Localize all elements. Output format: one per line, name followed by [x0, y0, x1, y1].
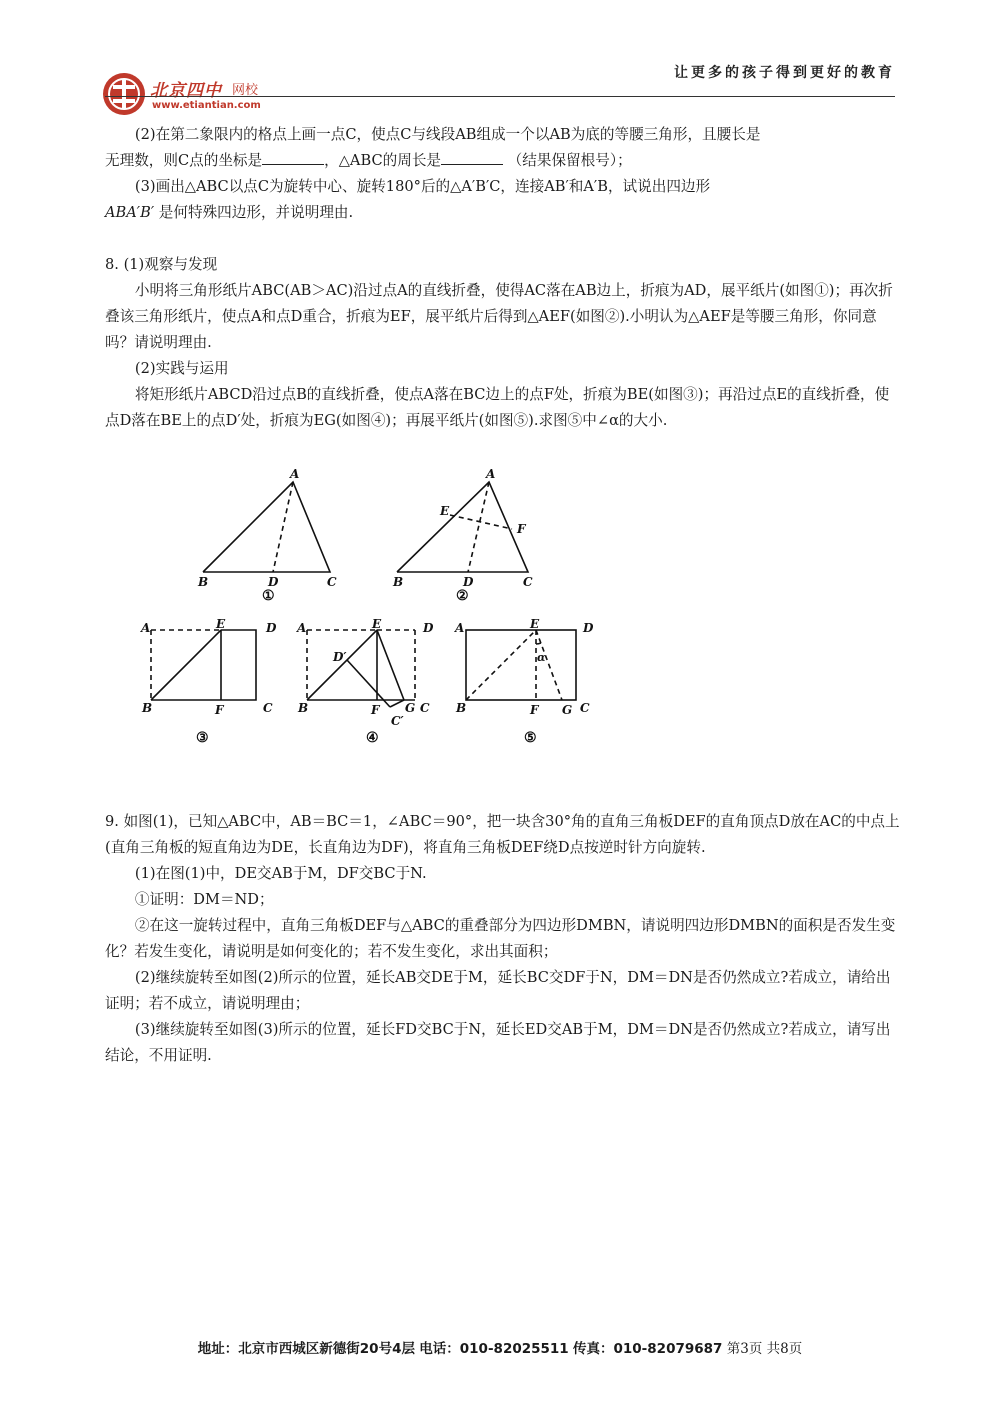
- q7-part2-line1: (2)在第二象限内的格点上画一点C，使点C与线段AB组成一个以AB为底的等腰三角形，且腰长是: [134, 126, 761, 143]
- page-footer: [0, 1337, 1000, 1357]
- fig5-label-d: D: [583, 621, 594, 635]
- fig1-label-a: A: [290, 467, 300, 481]
- fig4-crease-eg: [377, 630, 404, 700]
- fig4-number: ④: [366, 730, 379, 746]
- fig3-label-e: E: [216, 617, 226, 631]
- fig2-triangle: [397, 482, 528, 572]
- footer-phone-label: 电话：: [419, 1341, 460, 1357]
- q8-part2-title: (2)实践与运用: [134, 360, 229, 377]
- figure-3: [140, 617, 277, 746]
- q8-figures: [0, 462, 1000, 762]
- fig3-label-c: C: [263, 701, 273, 715]
- document-body: [105, 122, 900, 434]
- fig2-number: ②: [456, 588, 469, 604]
- fig5-number: ⑤: [524, 730, 537, 746]
- fig1-label-d: D: [268, 575, 279, 589]
- fig3-label-b: B: [142, 701, 153, 715]
- fig5-rect: [466, 630, 576, 700]
- fig3-rect: [151, 630, 256, 700]
- footer-page-number: 第3页: [726, 1341, 763, 1357]
- fig4-label-f: F: [371, 703, 380, 717]
- q7-perimeter-label: ，△ABC的周长是: [324, 152, 442, 169]
- fig5-label-g: G: [562, 703, 573, 717]
- answer-blank-coord: [262, 150, 324, 165]
- q7-note: （结果保留根号）；: [507, 152, 632, 169]
- footer-phone: 010-82025511: [459, 1341, 569, 1357]
- fig2-label-b: B: [393, 575, 404, 589]
- fig2-crease-ad: [468, 482, 489, 572]
- q9-part3: (3)继续旋转至如图(3)所示的位置，延长FD交BC于N，延长ED交AB于M，DM＝DN是否仍然成立?若成立，请写出结论，不用证明.: [105, 1021, 891, 1064]
- fig5-label-c: C: [580, 701, 590, 715]
- fig4-label-d: D: [423, 621, 434, 635]
- fig1-crease-ad: [273, 482, 293, 572]
- logo-suffix: 网校: [232, 83, 259, 98]
- fig4-crease-be: [307, 630, 377, 700]
- fig1-triangle: [203, 482, 330, 572]
- fig2-label-c: C: [523, 575, 533, 589]
- fig2-label-e: E: [440, 504, 450, 518]
- fig4-folded-corner: [390, 700, 404, 707]
- q7-part3-line2: [105, 200, 900, 226]
- fig2-label-a: A: [486, 467, 496, 481]
- fig3-label-f: F: [215, 703, 224, 717]
- logo-url: www.etiantian.com: [152, 100, 261, 111]
- figure-2: [392, 467, 533, 604]
- q7-part3-text: 是何特殊四边形，并说明理由.: [158, 204, 354, 221]
- fig2-crease-ef: [450, 515, 512, 529]
- fig2-label-f: F: [517, 522, 526, 536]
- fig4-label-cprime: C′: [391, 714, 404, 728]
- fig5-label-alpha: α: [537, 651, 546, 664]
- q7-part3-line1: (3)画出△ABC以点C为旋转中心、旋转180°后的△A′B′C，连接AB′和A′B，试说出四边形: [134, 178, 711, 195]
- footer-fax-label: 传真：: [573, 1341, 614, 1357]
- fig4-label-c: C: [420, 701, 430, 715]
- fig2-label-d: D: [463, 575, 474, 589]
- q8-part2: 将矩形纸片ABCD沿过点B的直线折叠，使点A落在BC边上的点F处，折痕为BE(如图③)；再沿过点E的直线折叠，使点D落在BE上的点D′处，折痕为EG(如图④)；再展平纸片(如图⑤).求图⑤中∠α的大小.: [105, 386, 890, 429]
- fig3-number: ③: [196, 730, 209, 746]
- logo-name: 北京四中: [150, 81, 222, 101]
- footer-total-pages: 共8页: [766, 1341, 803, 1357]
- q8-part1: 小明将三角形纸片ABC(AB＞AC)沿过点A的直线折叠，使得AC落在AB边上，折痕为AD，展平纸片(如图①)；再次折叠该三角形纸片，使点A和点D重合，折痕为EF，展平纸片后得到△AEF(如图②).小明认为△AEF是等腰三角形，你同意吗？请说明理由.: [105, 282, 893, 351]
- fig4-label-e: E: [372, 617, 382, 631]
- fig1-label-b: B: [198, 575, 209, 589]
- q7-coord-label: 无理数，则C点的坐标是: [105, 152, 263, 169]
- fig1-label-c: C: [327, 575, 337, 589]
- footer-address: 北京市西城区新德街20号4层: [238, 1341, 415, 1357]
- footer-address-label: 地址：: [197, 1341, 239, 1357]
- fig5-crease-be: [466, 630, 536, 700]
- fig5-crease-eg: [536, 630, 562, 700]
- fig5-label-b: B: [456, 701, 467, 715]
- q9-part1b: ②在这一旋转过程中，直角三角板DEF与△ABC的重叠部分为四边形DMBN，请说明四边形DMBN的面积是否发生变化？若发生变化，请说明是如何变化的；若不发生变化，求出其面积；: [105, 917, 896, 960]
- answer-blank-perimeter: [441, 150, 503, 165]
- fig4-label-b: B: [298, 701, 309, 715]
- fig5-label-e: E: [530, 617, 540, 631]
- figure-5: [454, 617, 594, 746]
- q8-title: 8. (1)观察与发现: [105, 256, 218, 273]
- q9-part1a: ①证明：DM＝ND；: [134, 891, 274, 908]
- figure-1: [197, 467, 337, 604]
- q9-stem: 9. 如图(1)，已知△ABC中，AB＝BC＝1，∠ABC＝90°，把一块含30°角的直角三角板DEF的直角顶点D放在AC的中点上(直角三角板的短直角边为DE，长直角边为DF)，将直角三角板DEF绕D点按逆时针方向旋转.: [105, 813, 900, 856]
- fig3-crease-be: [151, 630, 221, 700]
- school-logo-icon: [100, 70, 150, 118]
- figure-4: [296, 617, 434, 746]
- fig1-number: ①: [262, 588, 275, 604]
- fig3-label-d: D: [266, 621, 277, 635]
- fig5-label-a: A: [455, 621, 465, 635]
- fig3-label-a: A: [141, 621, 151, 635]
- fig4-label-a: A: [297, 621, 307, 635]
- fig4-label-g: G: [405, 701, 416, 715]
- q9-part1: (1)在图(1)中，DE交AB于M，DF交BC于N.: [134, 865, 427, 882]
- q9-part2: (2)继续旋转至如图(2)所示的位置，延长AB交DE于M，延长BC交DF于N，DM＝DN是否仍然成立?若成立，请给出证明；若不成立，请说明理由；: [105, 969, 891, 1012]
- fig5-label-f: F: [530, 703, 539, 717]
- fig4-label-dprime: D′: [333, 650, 347, 664]
- q7-part2-line2: [105, 148, 900, 174]
- q9-block: [105, 809, 900, 1069]
- header-slogan: 让更多的孩子得到更好的教育: [674, 65, 895, 81]
- header-divider: [105, 96, 895, 97]
- footer-fax: 010-82079687: [613, 1341, 723, 1357]
- quadrilateral-name: ABA′B′: [105, 204, 155, 221]
